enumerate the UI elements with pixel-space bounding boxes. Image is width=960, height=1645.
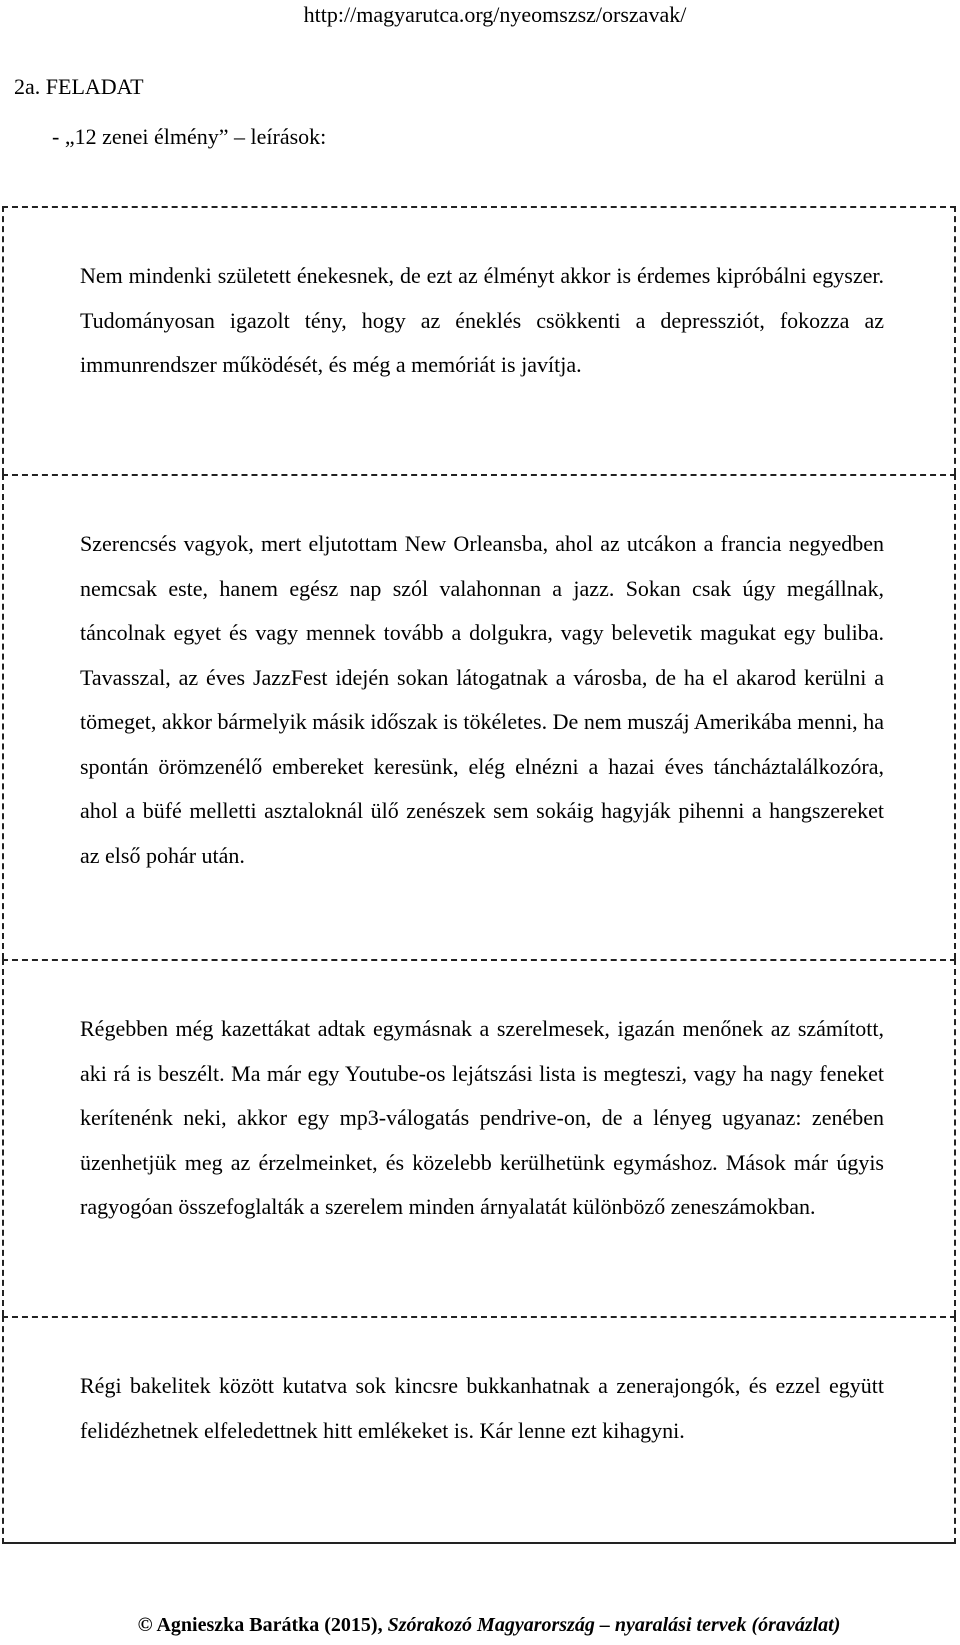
description-text-4: Régi bakelitek között kutatva sok kincsre bukkanhatnak a zenerajongók, és ezzel együtt felidézhetnek elfeledettnek hitt emlékeket is. Kár lenne ezt kihagyni. [80,1373,884,1443]
description-card-2 [2,474,956,959]
task-title: 2a. FELADAT [14,74,144,99]
footer-book-title: Szórakozó Magyarország – nyaralási tervek (óravázlat) [387,1614,841,1636]
description-text-3: Régebben még kazettákat adtak egymásnak a szerelmesek, igazán menőnek az számított, aki rá is beszélt. Ma már egy Youtube-os lejátszási lista is megteszi, vagy ha nagy feneket kerítenénk neki, akkor egy mp3-válogatás pendrive-on, de a lényeg ugyanaz: zenében üzenhetjük meg az érzelmeinket, és közelebb kerülhetünk egymáshoz. Mások már úgyis ragyogóan összefoglalták a szerelem minden árnyalatát különböző zeneszámokban. [80,1016,884,1219]
description-text-2: Szerencsés vagyok, mert eljutottam New Orleansba, ahol az utcákon a francia negyedben nemcsak este, hanem egész nap szól valahonnan a jazz. Sokan csak úgy megállnak, táncolnak egyet és vagy mennek tovább a dolgukra, vagy belevetik magukat egy buliba. Tavasszal, az éves JazzFest idején sokan látogatnak a városba, de ha el akarod kerülni a tömeget, akkor bármelyik másik időszak is tökéletes. De nem muszáj Amerikába menni, ha spontán örömzenélő embereket keresünk, elég elnézni a hazai éves táncháztalálkozóra, ahol a büfé melletti asztaloknál ülő zenészek sem sokáig hagyják pihenni a hangszereket az első pohár után. [80,531,884,868]
description-card-1 [2,206,956,474]
page-url: http://magyarutca.org/nyeomszsz/orszavak/ [303,2,687,27]
footer-author: © Agnieszka Barátka (2015), [137,1614,388,1636]
description-text-1: Nem mindenki született énekesnek, de ezt az élményt akkor is érdemes kipróbálni egyszer. Tudományosan igazolt tény, hogy az éneklés csökkenti a depressziót, fokozza az immunrendszer működését, és még a memóriát is javítja. [80,263,884,377]
copyright-footer [0,1612,960,1638]
task-subtitle: - „12 zenei élmény” – leírások: [52,124,327,149]
description-card-3 [2,959,956,1316]
description-card-4 [2,1316,956,1544]
